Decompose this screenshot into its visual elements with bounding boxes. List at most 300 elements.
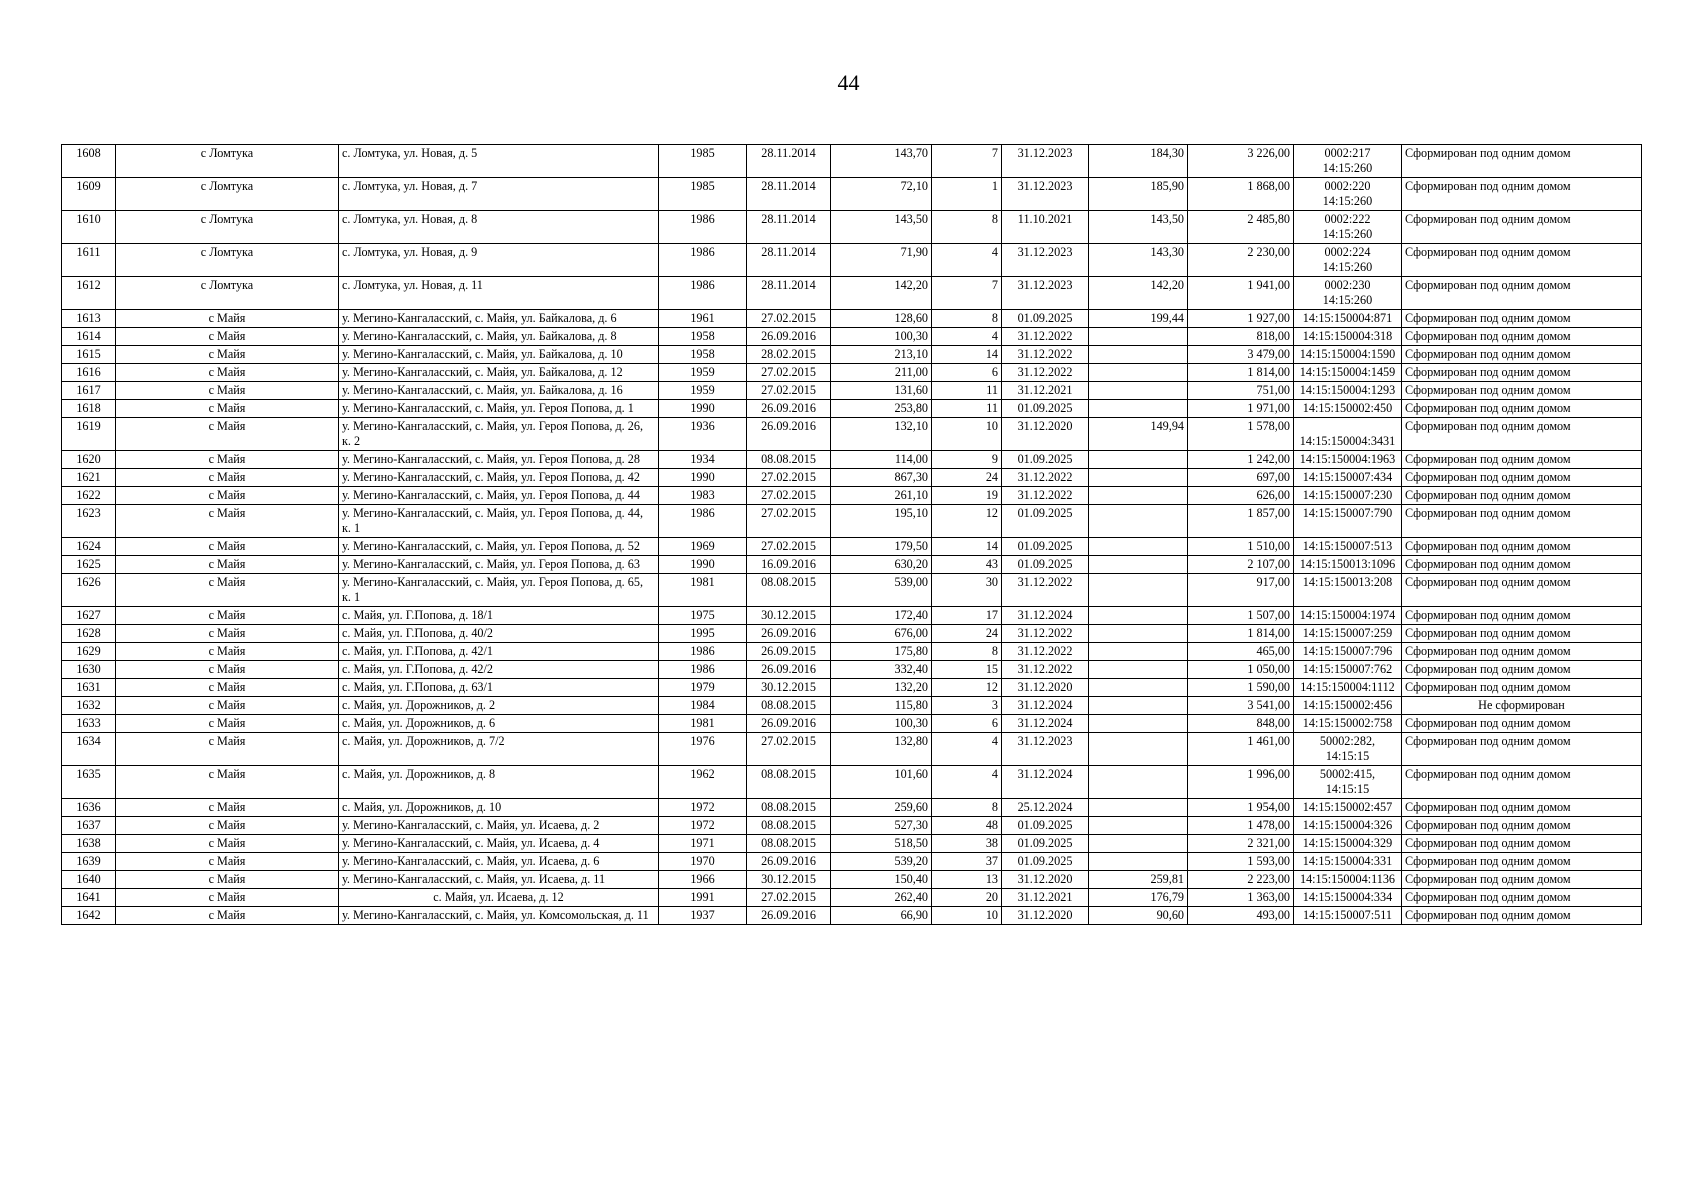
table-row <box>62 400 1642 418</box>
flats-count-cell: 8 <box>932 643 1002 661</box>
cadastral-number-cell: 14:15:150004:331 <box>1294 853 1402 871</box>
address-cell: у. Мегино-Кангаласский, с. Майя, ул. Исаева, д. 4 <box>339 835 659 853</box>
term-date-cell: 31.12.2020 <box>1002 907 1089 925</box>
land-status-cell: Сформирован под одним домом <box>1402 556 1642 574</box>
area-cell: 676,00 <box>831 625 932 643</box>
area-cell: 195,10 <box>831 505 932 538</box>
cadastral-number-cell: 50002:415, 14:15:15 <box>1294 766 1402 799</box>
locality-cell: с Майя <box>116 346 339 364</box>
flats-count-cell: 15 <box>932 661 1002 679</box>
cost-cell: 1 971,00 <box>1188 400 1294 418</box>
table-row <box>62 556 1642 574</box>
build-year-cell: 1975 <box>659 607 747 625</box>
cadastral-number-cell: 14:15:150002:758 <box>1294 715 1402 733</box>
land-area-cell <box>1089 328 1188 346</box>
build-year-cell: 1990 <box>659 469 747 487</box>
area-cell: 72,10 <box>831 178 932 211</box>
land-status-cell: Сформирован под одним домом <box>1402 145 1642 178</box>
area-cell: 71,90 <box>831 244 932 277</box>
locality-cell: с Майя <box>116 871 339 889</box>
table-row <box>62 733 1642 766</box>
land-status-cell: Сформирован под одним домом <box>1402 799 1642 817</box>
term-date-cell: 31.12.2020 <box>1002 679 1089 697</box>
build-year-cell: 1986 <box>659 661 747 679</box>
address-cell: у. Мегино-Кангаласский, с. Майя, ул. Героя Попова, д. 52 <box>339 538 659 556</box>
address-cell: с. Майя, ул. Дорожников, д. 8 <box>339 766 659 799</box>
flats-count-cell: 24 <box>932 625 1002 643</box>
cost-cell: 1 954,00 <box>1188 799 1294 817</box>
page-number: 44 <box>837 70 860 95</box>
registration-date-cell: 28.11.2014 <box>747 244 831 277</box>
address-cell: с. Майя, ул. Г.Попова, д. 63/1 <box>339 679 659 697</box>
land-area-cell <box>1089 766 1188 799</box>
cost-cell: 626,00 <box>1188 487 1294 505</box>
flats-count-cell: 4 <box>932 244 1002 277</box>
land-status-cell: Сформирован под одним домом <box>1402 835 1642 853</box>
registration-date-cell: 30.12.2015 <box>747 679 831 697</box>
land-area-cell <box>1089 505 1188 538</box>
land-status-cell: Сформирован под одним домом <box>1402 178 1642 211</box>
cost-cell: 1 857,00 <box>1188 505 1294 538</box>
cadastral-number-cell: 14:15:150007:230 <box>1294 487 1402 505</box>
term-date-cell: 01.09.2025 <box>1002 817 1089 835</box>
flats-count-cell: 1 <box>932 178 1002 211</box>
locality-cell: с Майя <box>116 607 339 625</box>
cadastral-number-cell: 14:15:150013:1096 <box>1294 556 1402 574</box>
land-status-cell: Сформирован под одним домом <box>1402 715 1642 733</box>
table-row <box>62 469 1642 487</box>
build-year-cell: 1986 <box>659 277 747 310</box>
registration-date-cell: 27.02.2015 <box>747 889 831 907</box>
land-status-cell: Сформирован под одним домом <box>1402 364 1642 382</box>
term-date-cell: 01.09.2025 <box>1002 505 1089 538</box>
flats-count-cell: 4 <box>932 766 1002 799</box>
address-cell: с. Майя, ул. Г.Попова, д. 18/1 <box>339 607 659 625</box>
land-area-cell <box>1089 817 1188 835</box>
area-cell: 132,10 <box>831 418 932 451</box>
locality-cell: с Ломтука <box>116 211 339 244</box>
address-cell: у. Мегино-Кангаласский, с. Майя, ул. Героя Попова, д. 44, к. 1 <box>339 505 659 538</box>
locality-cell: с Майя <box>116 505 339 538</box>
registration-date-cell: 26.09.2016 <box>747 328 831 346</box>
flats-count-cell: 24 <box>932 469 1002 487</box>
term-date-cell: 01.09.2025 <box>1002 835 1089 853</box>
term-date-cell: 31.12.2020 <box>1002 871 1089 889</box>
table-row <box>62 643 1642 661</box>
land-status-cell: Сформирован под одним домом <box>1402 766 1642 799</box>
build-year-cell: 1986 <box>659 244 747 277</box>
build-year-cell: 1958 <box>659 346 747 364</box>
area-cell: 539,20 <box>831 853 932 871</box>
area-cell: 100,30 <box>831 715 932 733</box>
build-year-cell: 1937 <box>659 907 747 925</box>
row-number: 1608 <box>62 145 116 178</box>
flats-count-cell: 10 <box>932 907 1002 925</box>
cost-cell: 1 478,00 <box>1188 817 1294 835</box>
locality-cell: с Майя <box>116 853 339 871</box>
land-status-cell: Сформирован под одним домом <box>1402 853 1642 871</box>
cadastral-number-cell: 14:15:150013:208 <box>1294 574 1402 607</box>
locality-cell: с Ломтука <box>116 244 339 277</box>
flats-count-cell: 6 <box>932 364 1002 382</box>
row-number: 1622 <box>62 487 116 505</box>
cadastral-number-cell: 14:15:150004:1590 <box>1294 346 1402 364</box>
address-cell: с. Майя, ул. Дорожников, д. 2 <box>339 697 659 715</box>
table-row <box>62 505 1642 538</box>
registration-date-cell: 27.02.2015 <box>747 487 831 505</box>
land-area-cell <box>1089 799 1188 817</box>
land-status-cell: Сформирован под одним домом <box>1402 346 1642 364</box>
term-date-cell: 31.12.2022 <box>1002 625 1089 643</box>
table-row <box>62 451 1642 469</box>
area-cell: 100,30 <box>831 328 932 346</box>
land-area-cell: 176,79 <box>1089 889 1188 907</box>
address-cell: у. Мегино-Кангаласский, с. Майя, ул. Героя Попова, д. 28 <box>339 451 659 469</box>
row-number: 1624 <box>62 538 116 556</box>
cadastral-number-cell: 14:15:150004:1974 <box>1294 607 1402 625</box>
locality-cell: с Майя <box>116 469 339 487</box>
term-date-cell: 31.12.2022 <box>1002 364 1089 382</box>
land-area-cell: 143,30 <box>1089 244 1188 277</box>
address-cell: у. Мегино-Кангаласский, с. Майя, ул. Байкалова, д. 12 <box>339 364 659 382</box>
build-year-cell: 1995 <box>659 625 747 643</box>
term-date-cell: 01.09.2025 <box>1002 556 1089 574</box>
row-number: 1642 <box>62 907 116 925</box>
table-row <box>62 328 1642 346</box>
flats-count-cell: 14 <box>932 538 1002 556</box>
registration-date-cell: 26.09.2016 <box>747 661 831 679</box>
locality-cell: с Майя <box>116 451 339 469</box>
locality-cell: с Майя <box>116 538 339 556</box>
flats-count-cell: 38 <box>932 835 1002 853</box>
build-year-cell: 1958 <box>659 328 747 346</box>
term-date-cell: 25.12.2024 <box>1002 799 1089 817</box>
build-year-cell: 1971 <box>659 835 747 853</box>
address-cell: у. Мегино-Кангаласский, с. Майя, ул. Исаева, д. 2 <box>339 817 659 835</box>
land-status-cell: Сформирован под одним домом <box>1402 310 1642 328</box>
term-date-cell: 01.09.2025 <box>1002 400 1089 418</box>
cadastral-number-cell: 14:15:150007:513 <box>1294 538 1402 556</box>
cost-cell: 1 590,00 <box>1188 679 1294 697</box>
cadastral-number-cell: 14:15:150007:259 <box>1294 625 1402 643</box>
term-date-cell: 31.12.2022 <box>1002 469 1089 487</box>
address-cell: с. Майя, ул. Г.Попова, д. 42/1 <box>339 643 659 661</box>
term-date-cell: 31.12.2023 <box>1002 277 1089 310</box>
term-date-cell: 01.09.2025 <box>1002 310 1089 328</box>
locality-cell: с Майя <box>116 574 339 607</box>
locality-cell: с Ломтука <box>116 178 339 211</box>
table-row <box>62 889 1642 907</box>
area-cell: 142,20 <box>831 277 932 310</box>
address-cell: у. Мегино-Кангаласский, с. Майя, ул. Байкалова, д. 8 <box>339 328 659 346</box>
registration-date-cell: 08.08.2015 <box>747 451 831 469</box>
build-year-cell: 1986 <box>659 211 747 244</box>
row-number: 1625 <box>62 556 116 574</box>
locality-cell: с Майя <box>116 799 339 817</box>
table-row <box>62 178 1642 211</box>
table-row <box>62 382 1642 400</box>
locality-cell: с Майя <box>116 556 339 574</box>
table-row <box>62 277 1642 310</box>
build-year-cell: 1986 <box>659 643 747 661</box>
registration-date-cell: 26.09.2015 <box>747 643 831 661</box>
build-year-cell: 1934 <box>659 451 747 469</box>
land-area-cell <box>1089 469 1188 487</box>
table-row <box>62 346 1642 364</box>
cadastral-number-cell: 14:15:150004:3431 <box>1294 418 1402 451</box>
flats-count-cell: 7 <box>932 145 1002 178</box>
table-row <box>62 574 1642 607</box>
cost-cell: 1 593,00 <box>1188 853 1294 871</box>
flats-count-cell: 8 <box>932 211 1002 244</box>
term-date-cell: 31.12.2023 <box>1002 244 1089 277</box>
address-cell: у. Мегино-Кангаласский, с. Майя, ул. Героя Попова, д. 65, к. 1 <box>339 574 659 607</box>
address-cell: с. Ломтука, ул. Новая, д. 7 <box>339 178 659 211</box>
land-status-cell: Сформирован под одним домом <box>1402 661 1642 679</box>
table-row <box>62 211 1642 244</box>
cost-cell: 1 996,00 <box>1188 766 1294 799</box>
row-number: 1611 <box>62 244 116 277</box>
flats-count-cell: 19 <box>932 487 1002 505</box>
cost-cell: 1 507,00 <box>1188 607 1294 625</box>
land-area-cell <box>1089 400 1188 418</box>
registration-date-cell: 28.02.2015 <box>747 346 831 364</box>
address-cell: у. Мегино-Кангаласский, с. Майя, ул. Байкалова, д. 6 <box>339 310 659 328</box>
row-number: 1617 <box>62 382 116 400</box>
locality-cell: с Майя <box>116 715 339 733</box>
build-year-cell: 1966 <box>659 871 747 889</box>
cost-cell: 1 814,00 <box>1188 625 1294 643</box>
locality-cell: с Майя <box>116 643 339 661</box>
land-area-cell <box>1089 451 1188 469</box>
registration-date-cell: 27.02.2015 <box>747 382 831 400</box>
land-area-cell <box>1089 697 1188 715</box>
table-row <box>62 244 1642 277</box>
flats-count-cell: 11 <box>932 400 1002 418</box>
flats-count-cell: 30 <box>932 574 1002 607</box>
land-status-cell: Сформирован под одним домом <box>1402 817 1642 835</box>
build-year-cell: 1972 <box>659 799 747 817</box>
build-year-cell: 1959 <box>659 382 747 400</box>
row-number: 1627 <box>62 607 116 625</box>
cadastral-number-cell: 0002:220 14:15:260 <box>1294 178 1402 211</box>
registration-date-cell: 08.08.2015 <box>747 574 831 607</box>
flats-count-cell: 4 <box>932 328 1002 346</box>
term-date-cell: 31.12.2024 <box>1002 607 1089 625</box>
land-area-cell <box>1089 679 1188 697</box>
address-cell: с. Ломтука, ул. Новая, д. 11 <box>339 277 659 310</box>
flats-count-cell: 7 <box>932 277 1002 310</box>
land-area-cell <box>1089 556 1188 574</box>
row-number: 1616 <box>62 364 116 382</box>
build-year-cell: 1962 <box>659 766 747 799</box>
address-cell: у. Мегино-Кангаласский, с. Майя, ул. Героя Попова, д. 42 <box>339 469 659 487</box>
cost-cell: 3 541,00 <box>1188 697 1294 715</box>
register-body <box>62 145 1642 925</box>
land-status-cell: Сформирован под одним домом <box>1402 871 1642 889</box>
row-number: 1614 <box>62 328 116 346</box>
row-number: 1640 <box>62 871 116 889</box>
cadastral-number-cell: 14:15:150004:329 <box>1294 835 1402 853</box>
address-cell: с. Майя, ул. Дорожников, д. 7/2 <box>339 733 659 766</box>
land-area-cell: 143,50 <box>1089 211 1188 244</box>
row-number: 1626 <box>62 574 116 607</box>
term-date-cell: 01.09.2025 <box>1002 853 1089 871</box>
land-area-cell <box>1089 346 1188 364</box>
registration-date-cell: 27.02.2015 <box>747 469 831 487</box>
address-cell: с. Майя, ул. Дорожников, д. 10 <box>339 799 659 817</box>
land-status-cell: Сформирован под одним домом <box>1402 679 1642 697</box>
table-row <box>62 310 1642 328</box>
table-row <box>62 715 1642 733</box>
row-number: 1632 <box>62 697 116 715</box>
area-cell: 128,60 <box>831 310 932 328</box>
land-area-cell: 199,44 <box>1089 310 1188 328</box>
land-area-cell <box>1089 382 1188 400</box>
build-year-cell: 1985 <box>659 145 747 178</box>
land-area-cell <box>1089 607 1188 625</box>
address-cell: у. Мегино-Кангаласский, с. Майя, ул. Героя Попова, д. 63 <box>339 556 659 574</box>
land-area-cell: 185,90 <box>1089 178 1188 211</box>
area-cell: 175,80 <box>831 643 932 661</box>
area-cell: 114,00 <box>831 451 932 469</box>
term-date-cell: 31.12.2022 <box>1002 346 1089 364</box>
cadastral-number-cell: 14:15:150007:790 <box>1294 505 1402 538</box>
registration-date-cell: 28.11.2014 <box>747 277 831 310</box>
cost-cell: 697,00 <box>1188 469 1294 487</box>
area-cell: 539,00 <box>831 574 932 607</box>
term-date-cell: 31.12.2022 <box>1002 574 1089 607</box>
cost-cell: 1 578,00 <box>1188 418 1294 451</box>
cadastral-number-cell: 0002:217 14:15:260 <box>1294 145 1402 178</box>
land-area-cell <box>1089 574 1188 607</box>
land-status-cell: Сформирован под одним домом <box>1402 625 1642 643</box>
land-area-cell: 142,20 <box>1089 277 1188 310</box>
term-date-cell: 31.12.2022 <box>1002 328 1089 346</box>
area-cell: 115,80 <box>831 697 932 715</box>
address-cell: с. Ломтука, ул. Новая, д. 5 <box>339 145 659 178</box>
address-cell: у. Мегино-Кангаласский, с. Майя, ул. Комсомольская, д. 11 <box>339 907 659 925</box>
registration-date-cell: 27.02.2015 <box>747 505 831 538</box>
area-cell: 211,00 <box>831 364 932 382</box>
land-area-cell <box>1089 715 1188 733</box>
cost-cell: 751,00 <box>1188 382 1294 400</box>
registration-date-cell: 30.12.2015 <box>747 607 831 625</box>
flats-count-cell: 14 <box>932 346 1002 364</box>
registration-date-cell: 26.09.2016 <box>747 625 831 643</box>
row-number: 1612 <box>62 277 116 310</box>
land-area-cell <box>1089 835 1188 853</box>
cost-cell: 2 223,00 <box>1188 871 1294 889</box>
registration-date-cell: 28.11.2014 <box>747 178 831 211</box>
locality-cell: с Майя <box>116 625 339 643</box>
flats-count-cell: 4 <box>932 733 1002 766</box>
registration-date-cell: 08.08.2015 <box>747 697 831 715</box>
land-status-cell: Сформирован под одним домом <box>1402 733 1642 766</box>
row-number: 1620 <box>62 451 116 469</box>
address-cell: у. Мегино-Кангаласский, с. Майя, ул. Исаева, д. 6 <box>339 853 659 871</box>
locality-cell: с Майя <box>116 364 339 382</box>
build-year-cell: 1990 <box>659 400 747 418</box>
area-cell: 262,40 <box>831 889 932 907</box>
term-date-cell: 31.12.2020 <box>1002 418 1089 451</box>
row-number: 1628 <box>62 625 116 643</box>
registration-date-cell: 26.09.2016 <box>747 715 831 733</box>
registration-date-cell: 27.02.2015 <box>747 538 831 556</box>
flats-count-cell: 11 <box>932 382 1002 400</box>
cadastral-number-cell: 50002:282, 14:15:15 <box>1294 733 1402 766</box>
term-date-cell: 31.12.2022 <box>1002 643 1089 661</box>
cost-cell: 818,00 <box>1188 328 1294 346</box>
term-date-cell: 31.12.2023 <box>1002 178 1089 211</box>
row-number: 1633 <box>62 715 116 733</box>
row-number: 1634 <box>62 733 116 766</box>
table-row <box>62 661 1642 679</box>
locality-cell: с Майя <box>116 418 339 451</box>
locality-cell: с Майя <box>116 310 339 328</box>
term-date-cell: 31.12.2024 <box>1002 715 1089 733</box>
row-number: 1619 <box>62 418 116 451</box>
cost-cell: 2 485,80 <box>1188 211 1294 244</box>
area-cell: 253,80 <box>831 400 932 418</box>
registration-date-cell: 30.12.2015 <box>747 871 831 889</box>
address-cell: с. Ломтука, ул. Новая, д. 9 <box>339 244 659 277</box>
term-date-cell: 31.12.2021 <box>1002 889 1089 907</box>
address-cell: с. Майя, ул. Г.Попова, д. 42/2 <box>339 661 659 679</box>
cost-cell: 2 321,00 <box>1188 835 1294 853</box>
cadastral-number-cell: 14:15:150004:1963 <box>1294 451 1402 469</box>
row-number: 1630 <box>62 661 116 679</box>
term-date-cell: 31.12.2023 <box>1002 733 1089 766</box>
build-year-cell: 1969 <box>659 538 747 556</box>
registration-date-cell: 08.08.2015 <box>747 766 831 799</box>
land-area-cell <box>1089 733 1188 766</box>
build-year-cell: 1986 <box>659 505 747 538</box>
land-status-cell: Сформирован под одним домом <box>1402 451 1642 469</box>
row-number: 1613 <box>62 310 116 328</box>
row-number: 1637 <box>62 817 116 835</box>
row-number: 1639 <box>62 853 116 871</box>
flats-count-cell: 43 <box>932 556 1002 574</box>
locality-cell: с Майя <box>116 766 339 799</box>
build-year-cell: 1970 <box>659 853 747 871</box>
housing-register-table <box>61 144 1642 925</box>
land-status-cell: Сформирован под одним домом <box>1402 538 1642 556</box>
locality-cell: с Ломтука <box>116 145 339 178</box>
build-year-cell: 1985 <box>659 178 747 211</box>
term-date-cell: 31.12.2022 <box>1002 661 1089 679</box>
cost-cell: 465,00 <box>1188 643 1294 661</box>
land-status-cell: Сформирован под одним домом <box>1402 889 1642 907</box>
land-area-cell <box>1089 364 1188 382</box>
term-date-cell: 31.12.2023 <box>1002 145 1089 178</box>
row-number: 1631 <box>62 679 116 697</box>
cost-cell: 1 927,00 <box>1188 310 1294 328</box>
cadastral-number-cell: 14:15:150004:1459 <box>1294 364 1402 382</box>
land-status-cell: Сформирован под одним домом <box>1402 244 1642 277</box>
row-number: 1641 <box>62 889 116 907</box>
build-year-cell: 1959 <box>659 364 747 382</box>
registration-date-cell: 26.09.2016 <box>747 853 831 871</box>
locality-cell: с Майя <box>116 487 339 505</box>
table-row <box>62 538 1642 556</box>
cadastral-number-cell: 14:15:150004:326 <box>1294 817 1402 835</box>
address-cell: у. Мегино-Кангаласский, с. Майя, ул. Байкалова, д. 16 <box>339 382 659 400</box>
registration-date-cell: 27.02.2015 <box>747 364 831 382</box>
land-status-cell: Не сформирован <box>1402 697 1642 715</box>
area-cell: 527,30 <box>831 817 932 835</box>
flats-count-cell: 20 <box>932 889 1002 907</box>
